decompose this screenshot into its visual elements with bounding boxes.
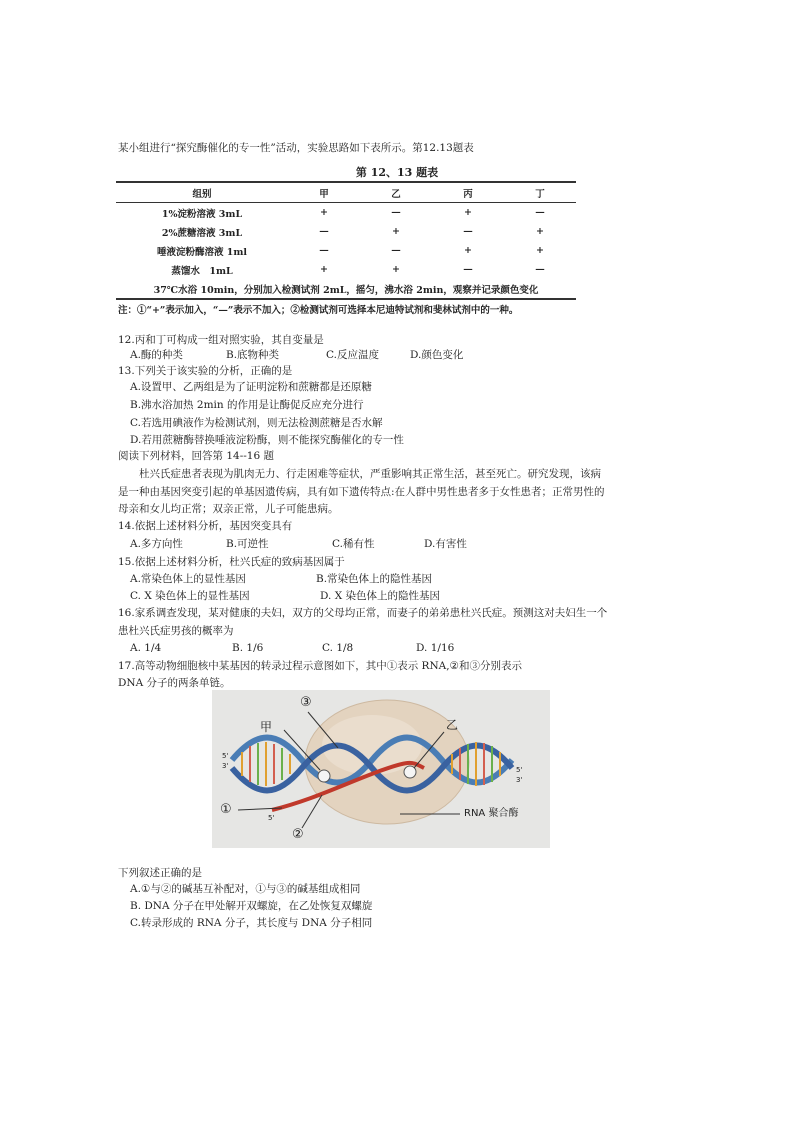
intro-text: 某小组进行“探究酶催化的专一性”活动，实验思路如下表所示。第12.13题表 bbox=[118, 142, 474, 154]
q12-option-c: C.反应温度 bbox=[326, 349, 379, 361]
label-5-prime-right: 5' bbox=[516, 766, 523, 774]
q16-stem-line1: 16.家系调查发现，某对健康的夫妇，双方的父母均正常，而妻子的弟弟患杜兴氏症。预测这对夫妇生一个 bbox=[118, 607, 608, 619]
q12-option-d: D.颜色变化 bbox=[410, 349, 464, 361]
reading-paragraph-line: 杜兴氏症患者表现为肌肉无力、行走困难等症状，严重影响其正常生活，甚至死亡。研究发现，该病 bbox=[118, 468, 601, 480]
q15-option-a: A.常染色体上的显性基因 bbox=[130, 573, 246, 585]
label-strand-3: ③ bbox=[300, 695, 312, 710]
q15-stem: 15.依据上述材料分析，杜兴氏症的致病基因属于 bbox=[118, 556, 345, 568]
table-cell: — bbox=[391, 245, 401, 256]
table-cell: + bbox=[320, 264, 328, 275]
q16-option-c: C. 1/8 bbox=[322, 642, 354, 654]
q12-stem: 12.丙和丁可构成一组对照实验，其自变量是 bbox=[118, 334, 324, 346]
q17-stem-line2: DNA 分子的两条单链。 bbox=[118, 677, 231, 689]
table-cell: — bbox=[535, 264, 545, 275]
label-rna-polymerase: RNA 聚合酶 bbox=[464, 808, 519, 819]
table-header-yi: 乙 bbox=[360, 182, 432, 203]
table-cell: + bbox=[463, 207, 472, 218]
q15-option-d: D. X 染色体上的隐性基因 bbox=[320, 590, 441, 602]
table-cell: — bbox=[463, 264, 473, 275]
table-cell: — bbox=[391, 207, 401, 218]
label-3-prime-left: 3' bbox=[222, 762, 229, 770]
q17-stem-line3: 下列叙述正确的是 bbox=[118, 867, 202, 879]
q17-option-a: A.①与②的碱基互补配对，①与③的碱基组成相同 bbox=[130, 883, 361, 895]
q14-option-a: A.多方向性 bbox=[130, 538, 183, 550]
q16-option-b: B. 1/6 bbox=[232, 642, 264, 654]
label-strand-2: ② bbox=[292, 827, 304, 842]
table-header-bing: 丙 bbox=[432, 182, 504, 203]
table-cell: + bbox=[535, 226, 544, 237]
row-label: 2%蔗糖溶液 3mL bbox=[161, 227, 243, 239]
row-label: 1%淀粉溶液 3mL bbox=[161, 208, 243, 220]
label-3-prime-right: 3' bbox=[516, 776, 523, 784]
row-label: 蒸馏水 1mL bbox=[171, 265, 233, 277]
reading-lead: 阅读下列材料，回答第 14--16 题 bbox=[118, 450, 274, 462]
q13-option-b: B.沸水浴加热 2min 的作用是让酶促反应充分进行 bbox=[130, 399, 364, 411]
q17-stem-line1: 17.高等动物细胞核中某基因的转录过程示意图如下，其中①表示 RNA,②和③分别表示 bbox=[118, 660, 522, 672]
q16-stem-line2: 患杜兴氏症男孩的概率为 bbox=[118, 625, 234, 637]
table-cell: — bbox=[463, 226, 473, 237]
table-row bbox=[116, 241, 576, 260]
table-cell: — bbox=[319, 226, 329, 237]
table-header-group: 组别 bbox=[116, 182, 288, 203]
unwinding-site-marker bbox=[318, 770, 330, 782]
table-header-jia: 甲 bbox=[288, 182, 360, 203]
table-caption: 第 12、13 题表 bbox=[355, 166, 439, 179]
q13-option-c: C.若选用碘液作为检测试剂，则无法检测蔗糖是否水解 bbox=[130, 417, 383, 429]
q13-option-a: A.设置甲、乙两组是为了证明淀粉和蔗糖都是还原糖 bbox=[130, 381, 372, 393]
table-header-ding: 丁 bbox=[504, 182, 576, 203]
transcription-diagram-svg bbox=[212, 690, 550, 848]
label-yi: 乙 bbox=[446, 718, 459, 732]
table-cell: + bbox=[391, 264, 400, 275]
label-rna-1: ① bbox=[220, 802, 232, 817]
table-cell: — bbox=[535, 207, 545, 218]
q16-option-d: D. 1/16 bbox=[416, 642, 455, 654]
table-row bbox=[116, 203, 576, 223]
table-cell: + bbox=[391, 226, 400, 237]
table-cell: + bbox=[463, 245, 472, 256]
q17-option-b: B. DNA 分子在甲处解开双螺旋，在乙处恢复双螺旋 bbox=[130, 900, 373, 912]
table-note: 注：①“+”表示加入，“—”表示不加入；②检测试剂可选择本尼迪特试剂和斐林试剂中的一种。 bbox=[118, 305, 519, 316]
table-footer: 37℃水浴 10min，分别加入检测试剂 2mL，摇匀，沸水浴 2min，观察并记录颜色变化 bbox=[116, 279, 576, 299]
q14-stem: 14.依据上述材料分析，基因突变具有 bbox=[118, 520, 293, 532]
label-5-prime-left: 5' bbox=[222, 752, 229, 760]
q12-option-a: A.酶的种类 bbox=[130, 349, 183, 361]
transcription-diagram bbox=[212, 690, 550, 848]
q14-option-d: D.有害性 bbox=[424, 538, 467, 550]
table-footer-row bbox=[116, 279, 576, 299]
q17-option-c: C.转录形成的 RNA 分子，其长度与 DNA 分子相同 bbox=[130, 917, 373, 929]
q16-option-a: A. 1/4 bbox=[130, 642, 162, 654]
q14-option-c: C.稀有性 bbox=[332, 538, 375, 550]
table-cell: + bbox=[535, 245, 544, 256]
q13-option-d: D.若用蔗糖酶替换唾液淀粉酶，则不能探究酶催化的专一性 bbox=[130, 434, 404, 446]
q12-option-b: B.底物种类 bbox=[226, 349, 280, 361]
table-cell: — bbox=[319, 245, 329, 256]
table-row bbox=[116, 260, 576, 279]
q14-option-b: B.可逆性 bbox=[226, 538, 269, 550]
row-label: 唾液淀粉酶溶液 1ml bbox=[156, 246, 248, 258]
label-5-prime-rna: 5' bbox=[268, 814, 275, 822]
table-row bbox=[116, 222, 576, 241]
table-header-row bbox=[116, 182, 576, 203]
label-jia: 甲 bbox=[260, 720, 273, 734]
reading-paragraph-line: 母亲和女儿均正常；双亲正常，儿子可能患病。 bbox=[118, 503, 339, 515]
table-cell: + bbox=[320, 207, 328, 218]
reading-paragraph-line: 是一种由基因突变引起的单基因遗传病，具有如下遗传特点:在人群中男性患者多于女性患者；正常男性的 bbox=[118, 486, 605, 498]
q13-stem: 13.下列关于该实验的分析，正确的是 bbox=[118, 365, 293, 377]
q15-option-c: C. X 染色体上的显性基因 bbox=[130, 590, 250, 602]
experiment-table bbox=[116, 181, 576, 300]
q15-option-b: B.常染色体上的隐性基因 bbox=[316, 573, 433, 585]
